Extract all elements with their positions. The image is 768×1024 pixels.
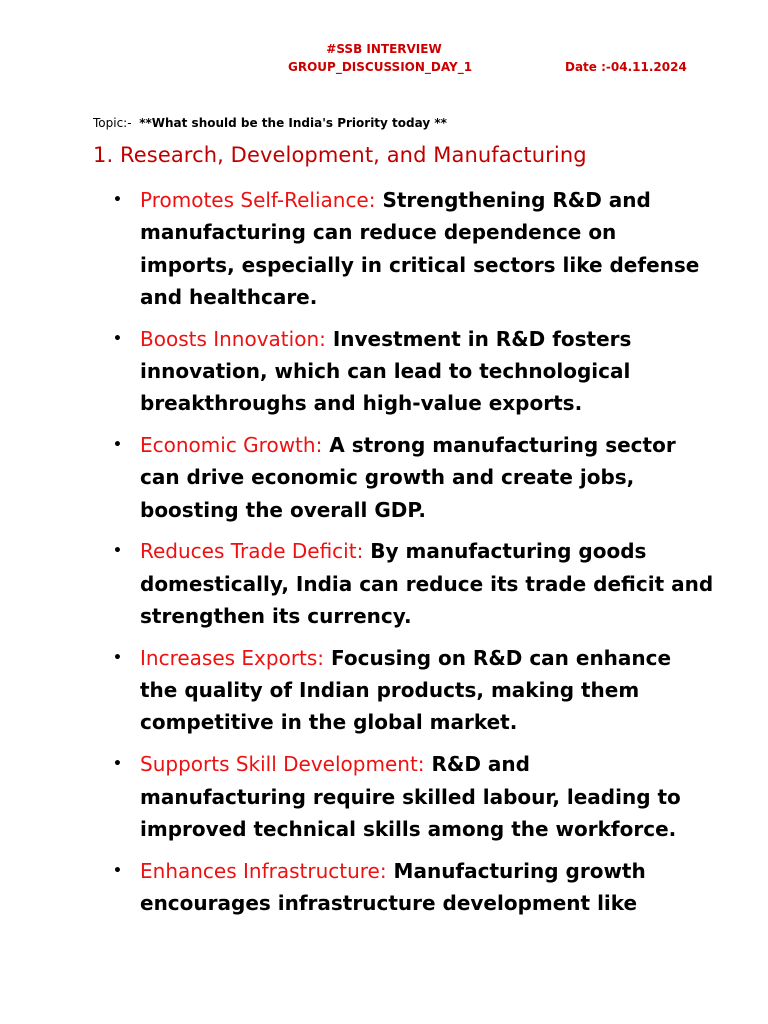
item-text: Investment in R&D fosters [325, 326, 632, 351]
header-date: Date :-04.11.2024 [565, 60, 687, 74]
header-title: #SSB INTERVIEW [326, 42, 442, 56]
item-text: the quality of Indian products, making them [140, 678, 640, 703]
item-line [140, 216, 710, 248]
item-line [140, 323, 710, 355]
item-line [140, 642, 710, 674]
item-line [140, 674, 710, 706]
item-text: breakthroughs and high-value exports. [140, 391, 583, 416]
bullet-icon: • [113, 330, 122, 347]
item-text: domestically, India can reduce its trade deficit and [140, 571, 714, 596]
bullet-icon: • [113, 756, 122, 773]
item-line [140, 748, 710, 780]
bullet-icon: • [113, 437, 122, 454]
item-text: improved technical skills among the workforce. [140, 816, 677, 841]
item-text: strengthen its currency. [140, 604, 412, 629]
list-item [113, 184, 710, 313]
list-item [113, 429, 710, 526]
item-line [140, 249, 710, 281]
item-line [140, 568, 714, 600]
item-line [140, 184, 710, 216]
item-text: manufacturing can reduce dependence on [140, 220, 617, 245]
item-text: A strong manufacturing sector [322, 433, 676, 458]
item-text: Focusing on R&D can enhance [324, 645, 672, 670]
section-heading: 1. Research, Development, and Manufacturing [93, 143, 587, 167]
header-subtitle: GROUP_DISCUSSION_DAY_1 [288, 60, 473, 74]
item-line [140, 600, 710, 632]
item-line [140, 461, 710, 493]
item-label: Supports Skill Development: [140, 752, 425, 777]
item-label: Increases Exports: [140, 645, 325, 670]
item-text: can drive economic growth and create jobs, [140, 465, 635, 490]
item-text: Manufacturing growth [386, 858, 646, 883]
item-line [140, 355, 710, 387]
item-text: manufacturing require skilled labour, leading to [140, 784, 681, 809]
topic-line [93, 116, 447, 130]
list-item [113, 323, 710, 420]
item-line [140, 855, 710, 887]
item-text: encourages infrastructure development like [140, 890, 638, 915]
item-text: R&D and [424, 752, 530, 777]
item-text: and healthcare. [140, 284, 318, 309]
item-text: By manufacturing goods [363, 539, 647, 564]
item-line [140, 281, 710, 313]
bullet-icon: • [113, 862, 122, 879]
list-item [113, 748, 710, 845]
item-line [140, 535, 710, 567]
item-text: imports, especially in critical sectors like defense [140, 252, 700, 277]
item-label: Promotes Self-Reliance: [140, 188, 376, 212]
item-label: Economic Growth: [140, 433, 323, 458]
item-line [140, 387, 710, 419]
item-label: Reduces Trade Deficit: [140, 539, 364, 564]
item-line [140, 781, 710, 813]
item-text: boosting the overall GDP. [140, 497, 426, 522]
topic-question: **What should be the India's Priority today ** [139, 116, 447, 130]
item-text: Strengthening R&D and [375, 188, 651, 212]
list-item [113, 535, 714, 632]
item-label: Enhances Infrastructure: [140, 858, 387, 883]
list-item [113, 642, 710, 739]
item-label: Boosts Innovation: [140, 326, 326, 351]
topic-label: Topic:- [93, 116, 132, 130]
item-text: competitive in the global market. [140, 710, 518, 735]
bullet-icon: • [113, 192, 122, 208]
item-line [140, 494, 710, 526]
item-line [140, 706, 710, 738]
item-text: innovation, which can lead to technological [140, 358, 631, 383]
bullet-icon: • [113, 543, 122, 560]
priority-point-list [113, 184, 713, 929]
item-line [140, 429, 710, 461]
bullet-icon: • [113, 649, 122, 666]
list-item [113, 855, 710, 920]
item-line [140, 813, 710, 845]
item-line [140, 887, 710, 919]
